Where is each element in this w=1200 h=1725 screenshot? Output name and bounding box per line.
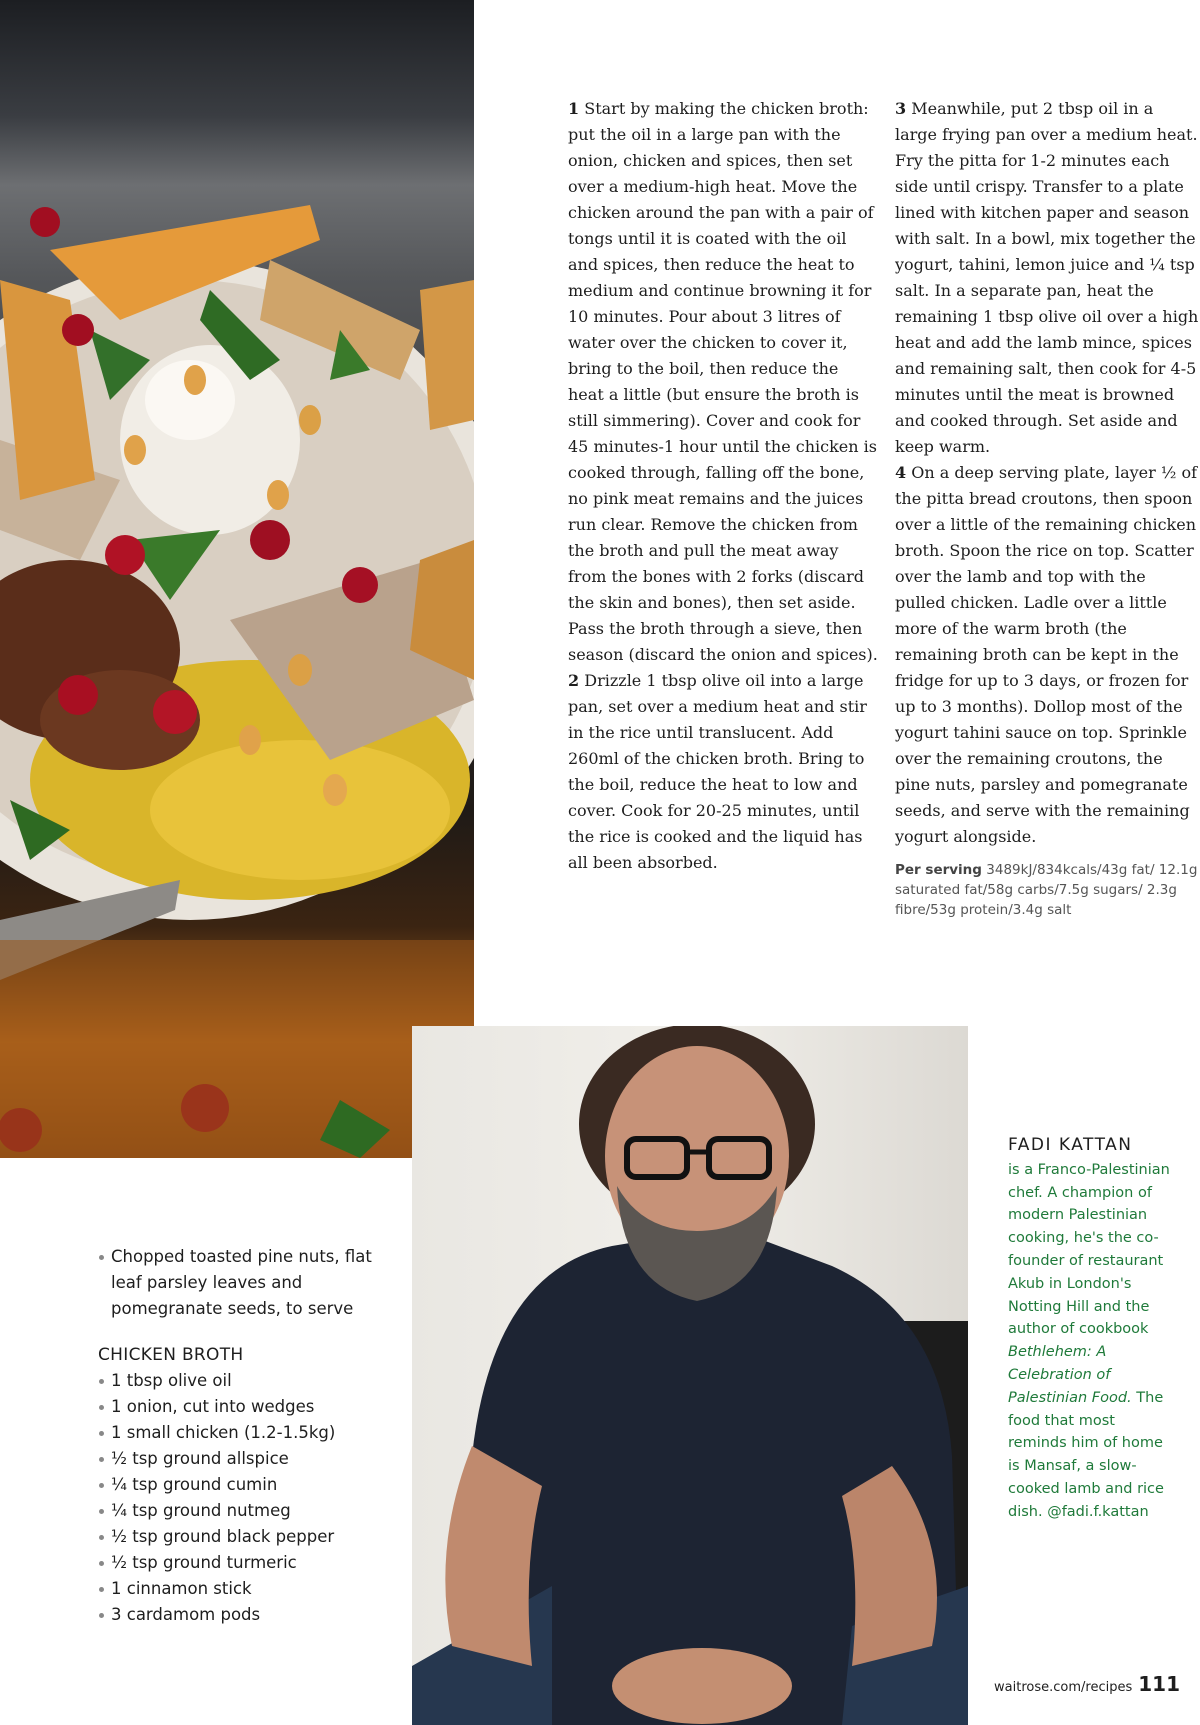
method-step-4 xyxy=(895,460,1200,850)
step-text: Start by making the chicken broth: put the oil in a large pan with the onion, chicken and spices, then set over a medium-high heat. Move the chicken around the pan with a pair of tongs until it is coated with the oil and spices, then reduce the heat to medium and continue browning it for 10 minutes. Pour about 3 litres of water over the chicken to cover it, bring to the boil, then reduce the heat a little (but ensure the broth is still simmering). Cover and cook for 45 minutes-1 hour until the chicken is cooked through, falling off the bone, no pink meat remains and the juices run clear. Remove the chicken from the broth and pull the meat away from the bones with 2 forks (discard the skin and bones), then set aside. Pass the broth through a sieve, then season (discard the onion and spices). xyxy=(568,99,878,664)
method-column-1 xyxy=(568,96,878,876)
bio-text-before: is a Franco-Palestinian chef. A champion of modern Palestinian cooking, he's the co-founder of restaurant Akub in London's Notting Hill and the author of cookbook xyxy=(1008,1161,1170,1338)
step-text: Meanwhile, put 2 tbsp oil in a large frying pan over a medium heat. Fry the pitta for 1-2 minutes each side until crispy. Transfer to a plate lined with kitchen paper and season with salt. In a bowl, mix together the yogurt, tahini, lemon juice and ¼ tsp salt. In a separate pan, heat the remaining 1 tbsp olive oil over a high heat and add the lamb mince, spices and remaining salt, then cook for 4-5 minutes until the meat is browned and cooked through. Set aside and keep warm. xyxy=(895,99,1199,456)
page-number: 111 xyxy=(1138,1672,1180,1696)
ingredient-item: ½ tsp ground black pepper xyxy=(98,1524,398,1550)
step-text: Drizzle 1 tbsp olive oil into a large pan, set over a medium heat and stir in the rice until translucent. Add 260ml of the chicken broth. Bring to the boil, reduce the heat to low and cover. Cook for 20-25 minutes, until the rice is cooked and the liquid has all been absorbed. xyxy=(568,671,867,872)
method-step-1 xyxy=(568,96,878,668)
ingredient-item: 1 tbsp olive oil xyxy=(98,1368,398,1394)
serve-items-list xyxy=(98,1244,398,1322)
ingredients-list xyxy=(98,1244,398,1628)
book-title: Bethlehem: A Celebration of Palestinian Food. xyxy=(1008,1344,1132,1406)
chef-bio-text xyxy=(1008,1159,1178,1524)
per-serving-label: Per serving xyxy=(895,862,982,878)
chef-bio xyxy=(1008,1134,1178,1524)
ingredient-item: ½ tsp ground allspice xyxy=(98,1446,398,1472)
chef-portrait xyxy=(412,1026,968,1725)
website-url: waitrose.com/recipes xyxy=(994,1680,1133,1695)
nutrition-info xyxy=(895,860,1200,920)
ingredient-item: 1 small chicken (1.2-1.5kg) xyxy=(98,1420,398,1446)
ingredient-item: 1 cinnamon stick xyxy=(98,1576,398,1602)
chef-name: FADI KATTAN xyxy=(1008,1135,1133,1155)
step-number: 1 xyxy=(568,99,580,118)
ingredient-item: 3 cardamom pods xyxy=(98,1602,398,1628)
ingredient-item: ½ tsp ground turmeric xyxy=(98,1550,398,1576)
bio-text-after: The food that most reminds him of home is Mansaf, a slow-cooked lamb and rice dish. @fadi.f.kattan xyxy=(1008,1389,1164,1520)
food-photo xyxy=(0,0,474,1158)
step-number: 2 xyxy=(568,671,580,690)
ingredient-item: ¼ tsp ground nutmeg xyxy=(98,1498,398,1524)
step-text: On a deep serving plate, layer ½ of the pitta bread croutons, then spoon over a little of the remaining chicken broth. Spoon the rice on top. Scatter over the lamb and top with the pulled chicken. Ladle over a little more of the warm broth (the remaining broth can be kept in the fridge for up to 3 days, or frozen for up to 3 months). Dollop most of the yogurt tahini sauce on top. Sprinkle over the remaining croutons, the pine nuts, parsley and pomegranate seeds, and serve with the remaining yogurt alongside. xyxy=(895,463,1198,846)
step-number: 4 xyxy=(895,463,907,482)
food-photo-illustration xyxy=(0,0,474,1158)
method-column-2 xyxy=(895,96,1200,920)
chicken-broth-heading: CHICKEN BROTH xyxy=(98,1345,244,1365)
page-footer xyxy=(994,1672,1180,1696)
ingredient-item: Chopped toasted pine nuts, flat leaf parsley leaves and pomegranate seeds, to serve xyxy=(98,1244,398,1322)
ingredient-item: 1 onion, cut into wedges xyxy=(98,1394,398,1420)
broth-ingredients-list xyxy=(98,1368,398,1628)
chef-portrait-illustration xyxy=(412,1026,968,1725)
method-step-3 xyxy=(895,96,1200,460)
ingredient-item: ¼ tsp ground cumin xyxy=(98,1472,398,1498)
per-serving-text: 3489kJ/834kcals/43g fat/ 12.1g saturated fat/58g carbs/7.5g sugars/ 2.3g fibre/53g protein/3.4g salt xyxy=(895,862,1198,918)
method-step-2 xyxy=(568,668,878,876)
step-number: 3 xyxy=(895,99,907,118)
